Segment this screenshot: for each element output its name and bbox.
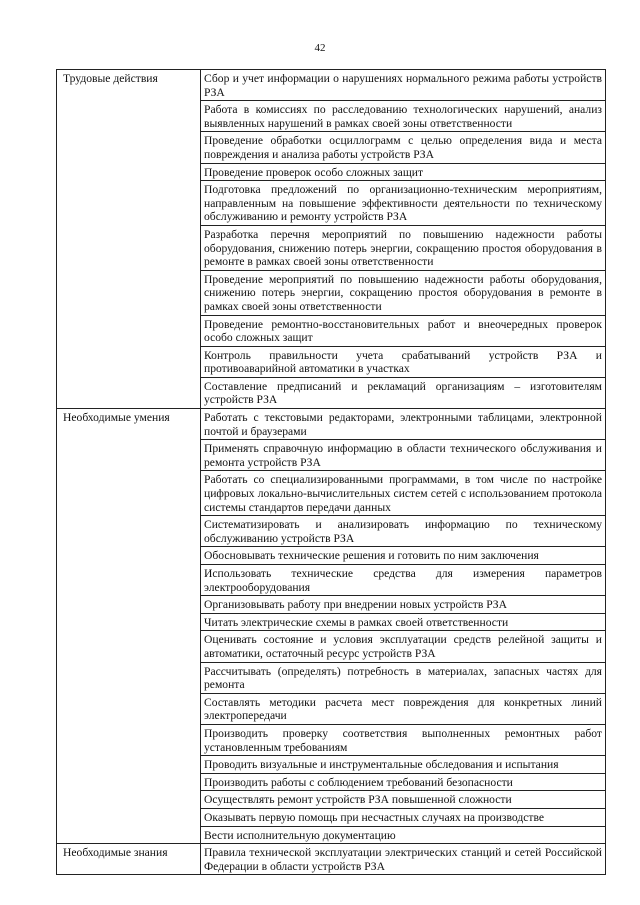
requirement-item: Работа в комиссиях по расследованию технологических нарушений, анализ выявленных нарушений в рамках своей зоны ответственности xyxy=(201,101,606,132)
qualification-table-body xyxy=(57,70,606,875)
requirement-item: Рассчитывать (определять) потребность в материалах, запасных частях для ремонта xyxy=(201,662,606,693)
requirement-item: Работать с текстовыми редакторами, электронными таблицами, электронной почтой и браузерами xyxy=(201,409,606,440)
requirement-item: Осуществлять ремонт устройств РЗА повышенной сложности xyxy=(201,791,606,809)
requirement-item: Сбор и учет информации о нарушениях нормального режима работы устройств РЗА xyxy=(201,70,606,101)
requirement-item: Читать электрические схемы в рамках своей ответственности xyxy=(201,613,606,631)
requirement-item: Проводить визуальные и инструментальные обследования и испытания xyxy=(201,756,606,774)
section-label: Необходимые знания xyxy=(63,846,168,860)
requirement-item: Организовывать работу при внедрении новых устройств РЗА xyxy=(201,596,606,614)
requirement-item: Проведение проверок особо сложных защит xyxy=(201,163,606,181)
requirement-item: Составление предписаний и рекламаций организациям – изготовителям устройств РЗА xyxy=(201,377,606,408)
section-label: Трудовые действия xyxy=(63,72,158,85)
requirement-item: Проведение обработки осциллограмм с целью определения вида и места повреждения и анализа работы устройств РЗА xyxy=(201,132,606,163)
requirement-item: Разработка перечня мероприятий по повышению надежности работы оборудования, снижению потерь энергии, сокращению простоя оборудования в ремонте в рамках своей зоны ответственности xyxy=(201,225,606,270)
requirement-item: Оценивать состояние и условия эксплуатации средств релейной защиты и автоматики, остаточный ресурс устройств РЗА xyxy=(201,631,606,662)
requirement-item: Применять справочную информацию в области технического обслуживания и ремонта устройств РЗА xyxy=(201,440,606,471)
section-label-cell xyxy=(57,409,201,844)
requirement-item: Подготовка предложений по организационно-техническим мероприятиям, направленным на повышение эффективности деятельности по техническому обслуживанию и ремонту устройств РЗА xyxy=(201,181,606,226)
section-label-cell xyxy=(57,844,201,875)
section-label-cell xyxy=(57,70,201,409)
qualification-table xyxy=(56,69,606,875)
page-number: 42 xyxy=(314,42,326,54)
table-row xyxy=(57,70,606,101)
requirement-item: Работать со специализированными программами, в том числе по настройке цифровых локально-вычислительных систем сетей с использованием протокола системы стандартов передачи данных xyxy=(201,471,606,516)
requirement-item: Использовать технические средства для измерения параметров электрооборудования xyxy=(201,565,606,596)
requirement-item: Проведение мероприятий по повышению надежности работы оборудования, снижению потерь энергии, сокращению простоя оборудования в ремонте в рамках своей зоны ответственности xyxy=(201,270,606,315)
requirement-item: Вести исполнительную документацию xyxy=(201,826,606,844)
requirement-item: Оказывать первую помощь при несчастных случаях на производстве xyxy=(201,808,606,826)
requirement-item: Производить работы с соблюдением требований безопасности xyxy=(201,773,606,791)
table-row xyxy=(57,409,606,440)
table-row xyxy=(57,844,606,875)
requirement-item: Правила технической эксплуатации электрических станций и сетей Российской Федерации в области устройств РЗА xyxy=(201,844,606,875)
requirement-item: Обосновывать технические решения и готовить по ним заключения xyxy=(201,547,606,565)
requirement-item: Систематизировать и анализировать информацию по техническому обслуживанию устройств РЗА xyxy=(201,516,606,547)
section-label: Необходимые умения xyxy=(63,411,170,425)
requirement-item: Составлять методики расчета мест повреждения для конкретных линий электропередачи xyxy=(201,693,606,724)
requirement-item: Контроль правильности учета срабатываний устройств РЗА и противоаварийной автоматики в участках xyxy=(201,346,606,377)
requirement-item: Производить проверку соответствия выполненных ремонтных работ установленным требованиям xyxy=(201,724,606,755)
requirement-item: Проведение ремонтно-восстановительных работ и внеочередных проверок особо сложных защит xyxy=(201,315,606,346)
